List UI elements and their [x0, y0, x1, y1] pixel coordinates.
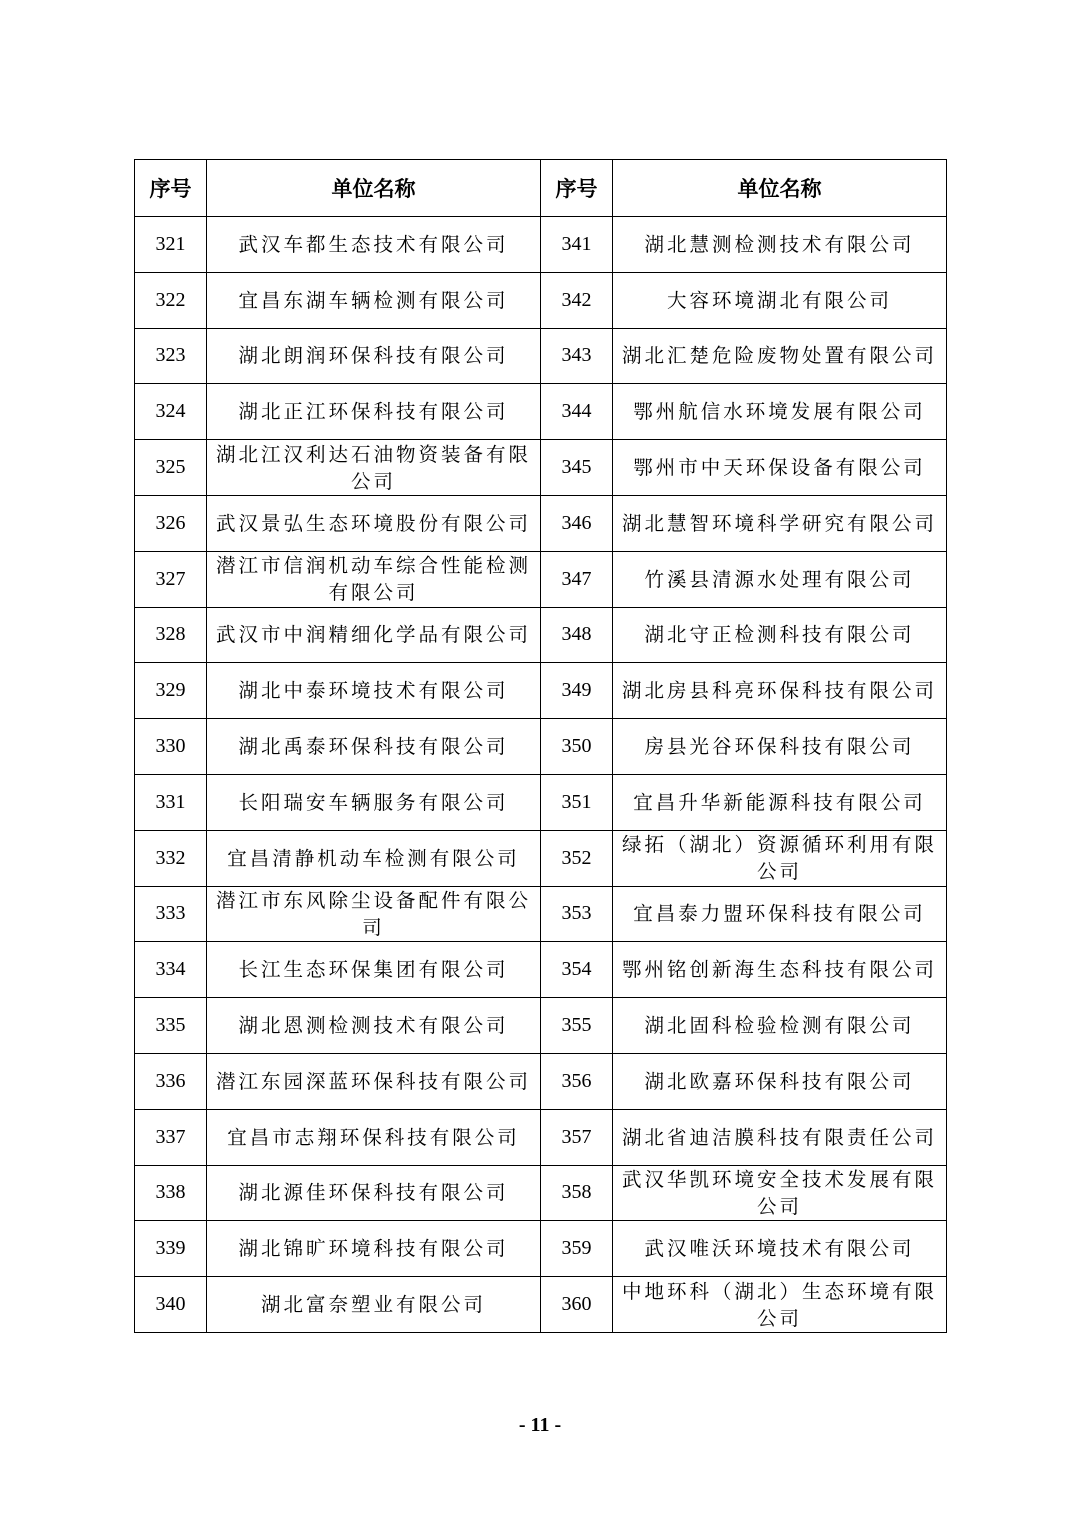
company-name-left-cell: 湖北富奈塑业有限公司: [207, 1277, 541, 1333]
company-name-right-cell: 湖北守正检测科技有限公司: [613, 607, 947, 663]
table-row: [135, 830, 947, 886]
company-name-left-cell: 湖北江汉利达石油物资装备有限公司: [207, 440, 541, 496]
company-name-right-cell: 武汉华凯环境安全技术发展有限公司: [613, 1165, 947, 1221]
company-name-left-cell: 武汉景弘生态环境股份有限公司: [207, 495, 541, 551]
serial-right-cell: 356: [541, 1053, 613, 1109]
table-row: [135, 1277, 947, 1333]
table-row: [135, 607, 947, 663]
company-name-right-cell: 湖北省迪洁膜科技有限责任公司: [613, 1109, 947, 1165]
company-name-left-cell: 湖北锦旷环境科技有限公司: [207, 1221, 541, 1277]
company-name-right-cell: 宜昌升华新能源科技有限公司: [613, 774, 947, 830]
header-serial-left: 序号: [135, 160, 207, 217]
serial-left-cell: 335: [135, 998, 207, 1054]
company-name-right-cell: 竹溪县清源水处理有限公司: [613, 551, 947, 607]
company-name-left-cell: 湖北正江环保科技有限公司: [207, 384, 541, 440]
serial-left-cell: 339: [135, 1221, 207, 1277]
serial-right-cell: 359: [541, 1221, 613, 1277]
company-name-left-cell: 宜昌清静机动车检测有限公司: [207, 830, 541, 886]
company-name-left-cell: 潜江东园深蓝环保科技有限公司: [207, 1053, 541, 1109]
table-row: [135, 384, 947, 440]
table-row: [135, 551, 947, 607]
serial-right-cell: 344: [541, 384, 613, 440]
serial-left-cell: 329: [135, 663, 207, 719]
header-name-right: 单位名称: [613, 160, 947, 217]
table-row: [135, 217, 947, 273]
serial-left-cell: 333: [135, 886, 207, 942]
company-name-right-cell: 绿拓（湖北）资源循环利用有限公司: [613, 830, 947, 886]
company-name-right-cell: 武汉唯沃环境技术有限公司: [613, 1221, 947, 1277]
table-row: [135, 663, 947, 719]
serial-left-cell: 327: [135, 551, 207, 607]
table-row: [135, 998, 947, 1054]
company-name-left-cell: 长阳瑞安车辆服务有限公司: [207, 774, 541, 830]
serial-left-cell: 336: [135, 1053, 207, 1109]
table-row: [135, 886, 947, 942]
company-list-table: [134, 159, 947, 1333]
table-row: [135, 440, 947, 496]
serial-left-cell: 322: [135, 272, 207, 328]
header-serial-right: 序号: [541, 160, 613, 217]
serial-right-cell: 349: [541, 663, 613, 719]
serial-right-cell: 345: [541, 440, 613, 496]
serial-right-cell: 354: [541, 942, 613, 998]
table-header-row: [135, 160, 947, 217]
serial-left-cell: 326: [135, 495, 207, 551]
table-row: [135, 942, 947, 998]
serial-left-cell: 332: [135, 830, 207, 886]
serial-right-cell: 346: [541, 495, 613, 551]
serial-right-cell: 358: [541, 1165, 613, 1221]
company-name-left-cell: 宜昌市志翔环保科技有限公司: [207, 1109, 541, 1165]
company-name-left-cell: 长江生态环保集团有限公司: [207, 942, 541, 998]
company-name-right-cell: 鄂州航信水环境发展有限公司: [613, 384, 947, 440]
serial-right-cell: 351: [541, 774, 613, 830]
company-name-left-cell: 湖北禹泰环保科技有限公司: [207, 719, 541, 775]
table-row: [135, 272, 947, 328]
table-row: [135, 1221, 947, 1277]
company-name-right-cell: 宜昌泰力盟环保科技有限公司: [613, 886, 947, 942]
table-row: [135, 1109, 947, 1165]
serial-left-cell: 334: [135, 942, 207, 998]
company-name-left-cell: 湖北源佳环保科技有限公司: [207, 1165, 541, 1221]
serial-left-cell: 330: [135, 719, 207, 775]
serial-left-cell: 328: [135, 607, 207, 663]
company-name-left-cell: 武汉车都生态技术有限公司: [207, 217, 541, 273]
company-name-right-cell: 鄂州铭创新海生态科技有限公司: [613, 942, 947, 998]
company-name-right-cell: 湖北欧嘉环保科技有限公司: [613, 1053, 947, 1109]
company-name-left-cell: 武汉市中润精细化学品有限公司: [207, 607, 541, 663]
company-name-right-cell: 湖北固科检验检测有限公司: [613, 998, 947, 1054]
serial-left-cell: 325: [135, 440, 207, 496]
serial-right-cell: 341: [541, 217, 613, 273]
company-name-right-cell: 房县光谷环保科技有限公司: [613, 719, 947, 775]
serial-left-cell: 324: [135, 384, 207, 440]
company-name-left-cell: 潜江市东风除尘设备配件有限公司: [207, 886, 541, 942]
company-name-left-cell: 潜江市信润机动车综合性能检测有限公司: [207, 551, 541, 607]
serial-right-cell: 348: [541, 607, 613, 663]
table-row: [135, 495, 947, 551]
company-name-left-cell: 宜昌东湖车辆检测有限公司: [207, 272, 541, 328]
table-row: [135, 328, 947, 384]
serial-right-cell: 352: [541, 830, 613, 886]
serial-right-cell: 355: [541, 998, 613, 1054]
serial-left-cell: 323: [135, 328, 207, 384]
company-name-left-cell: 湖北中泰环境技术有限公司: [207, 663, 541, 719]
header-name-left: 单位名称: [207, 160, 541, 217]
table-row: [135, 774, 947, 830]
serial-left-cell: 337: [135, 1109, 207, 1165]
table-body: [135, 217, 947, 1333]
table-row: [135, 719, 947, 775]
company-name-right-cell: 湖北慧智环境科学研究有限公司: [613, 495, 947, 551]
serial-right-cell: 360: [541, 1277, 613, 1333]
serial-right-cell: 357: [541, 1109, 613, 1165]
serial-right-cell: 343: [541, 328, 613, 384]
serial-right-cell: 347: [541, 551, 613, 607]
company-name-left-cell: 湖北朗润环保科技有限公司: [207, 328, 541, 384]
page-number: - 11 -: [518, 1414, 562, 1436]
company-name-right-cell: 鄂州市中天环保设备有限公司: [613, 440, 947, 496]
company-name-right-cell: 中地环科（湖北）生态环境有限公司: [613, 1277, 947, 1333]
company-name-right-cell: 湖北汇楚危险废物处置有限公司: [613, 328, 947, 384]
company-name-right-cell: 湖北房县科亮环保科技有限公司: [613, 663, 947, 719]
company-name-left-cell: 湖北恩测检测技术有限公司: [207, 998, 541, 1054]
serial-left-cell: 331: [135, 774, 207, 830]
serial-left-cell: 338: [135, 1165, 207, 1221]
serial-left-cell: 321: [135, 217, 207, 273]
serial-left-cell: 340: [135, 1277, 207, 1333]
table-row: [135, 1053, 947, 1109]
serial-right-cell: 353: [541, 886, 613, 942]
serial-right-cell: 342: [541, 272, 613, 328]
table-row: [135, 1165, 947, 1221]
company-name-right-cell: 大容环境湖北有限公司: [613, 272, 947, 328]
company-name-right-cell: 湖北慧测检测技术有限公司: [613, 217, 947, 273]
serial-right-cell: 350: [541, 719, 613, 775]
